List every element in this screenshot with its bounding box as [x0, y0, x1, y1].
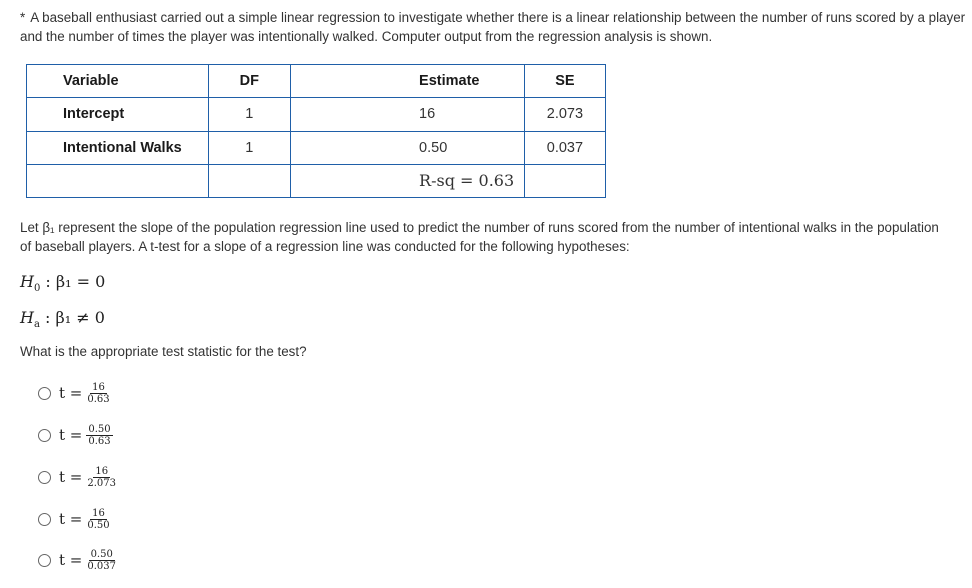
answer-option[interactable]	[38, 545, 117, 575]
r-squared-value: R-sq = 0.63	[291, 164, 525, 197]
fraction-numerator: 16	[92, 507, 105, 519]
table-rsq-row	[27, 164, 606, 197]
option-fraction	[86, 382, 110, 405]
fraction-denominator: 2.073	[87, 477, 117, 489]
cell-empty	[524, 164, 605, 197]
cell-estimate: 0.50	[291, 131, 525, 164]
cell-se: 0.037	[524, 131, 605, 164]
header-df: DF	[208, 65, 290, 98]
answer-option[interactable]	[38, 378, 111, 408]
null-hypothesis-subscript: 0	[33, 283, 41, 295]
cell-variable: Intentional Walks	[27, 131, 209, 164]
fraction-denominator: 0.50	[87, 519, 110, 531]
answer-option[interactable]	[38, 462, 117, 492]
option-lhs: t =	[59, 510, 83, 528]
cell-se: 2.073	[524, 98, 605, 131]
fraction-numerator: 16	[95, 465, 109, 477]
fraction-numerator: 0.50	[88, 423, 111, 435]
fraction-numerator: 0.50	[90, 548, 113, 560]
required-asterisk: *	[20, 10, 26, 25]
alt-hypothesis-symbol: H	[20, 308, 34, 327]
table-row	[27, 98, 606, 131]
null-hypothesis-symbol: H	[20, 272, 34, 291]
null-hypothesis-statement: : β₁ = 0	[40, 272, 106, 291]
header-estimate: Estimate	[291, 65, 525, 98]
fraction-denominator: 0.037	[87, 560, 117, 572]
option-lhs: t =	[59, 384, 83, 402]
radio-button[interactable]	[38, 429, 51, 442]
option-fraction	[86, 508, 110, 531]
option-lhs: t =	[59, 426, 83, 444]
question-intro	[20, 8, 968, 46]
answer-option[interactable]	[38, 420, 113, 450]
radio-button[interactable]	[38, 471, 51, 484]
cell-df: 1	[208, 98, 290, 131]
cell-variable: Intercept	[27, 98, 209, 131]
cell-empty	[208, 164, 290, 197]
header-variable: Variable	[27, 65, 209, 98]
radio-button[interactable]	[38, 554, 51, 567]
regression-output-table	[26, 64, 606, 198]
alt-hypothesis-statement: : β₁ ≠ 0	[39, 308, 105, 327]
fraction-numerator: 16	[92, 381, 105, 393]
header-se: SE	[524, 65, 605, 98]
fraction-denominator: 0.63	[88, 435, 111, 447]
radio-button[interactable]	[38, 387, 51, 400]
option-lhs: t =	[59, 551, 83, 569]
fraction-denominator: 0.63	[87, 393, 110, 405]
alternative-hypothesis	[20, 308, 105, 330]
cell-empty	[27, 164, 209, 197]
option-fraction	[86, 424, 112, 447]
intro-text: A baseball enthusiast carried out a simple linear regression to investigate whether there is a linear relationship between the number of runs scored by a player and the number of times the player was intentionally walked. Computer output from the regression analysis is shown.	[20, 10, 966, 44]
table-row	[27, 131, 606, 164]
cell-estimate: 16	[291, 98, 525, 131]
question-prompt: What is the appropriate test statistic for the test?	[20, 344, 307, 359]
hypothesis-description: Let β₁ represent the slope of the population regression line used to predict the number of runs scored from the number of intentional walks in the population of baseball players. A t-test for a slope of a regression line was conducted for the following hypotheses:	[20, 220, 939, 254]
cell-df: 1	[208, 131, 290, 164]
radio-button[interactable]	[38, 513, 51, 526]
option-fraction	[86, 466, 117, 489]
null-hypothesis	[20, 272, 105, 294]
option-lhs: t =	[59, 468, 83, 486]
answer-option[interactable]	[38, 504, 111, 534]
alt-hypothesis-subscript: a	[33, 319, 40, 331]
option-fraction	[86, 549, 117, 572]
table-header-row	[27, 65, 606, 98]
